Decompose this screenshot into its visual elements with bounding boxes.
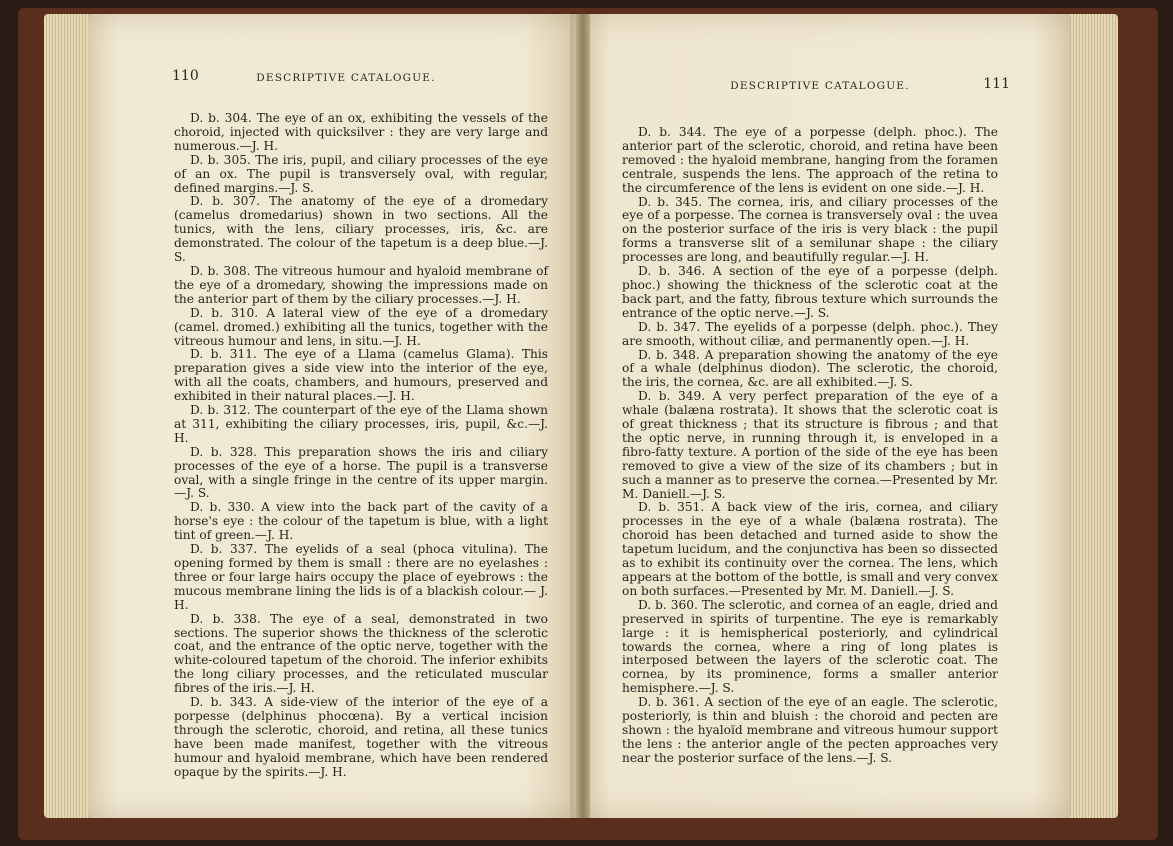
catalogue-entry: D. b. 348. A preparation showing the anatomy of the eye of a whale (delphinus diodon). The sclerotic, the choroid, the iris, the cornea, &c. are all exhibited.—J. S. [622,347,998,390]
right-page-number: 111 [983,76,1010,92]
left-page-header [88,68,584,94]
book-gutter [576,14,590,818]
left-page-edges [44,14,90,818]
catalogue-entry: D. b. 338. The eye of a seal, demonstrated in two sections. The superior shows the thickness of the sclerotic coat, and the entrance of the optic nerve, together with the white-coloured tapetum of the choroid. The inferior exhibits the long ciliary processes, and the reticulated muscular fibres of the iris.—J. H. [174,611,548,696]
catalogue-entry: D. b. 337. The eyelids of a seal (phoca vitulina). The opening formed by them is small : there are no eyelashes : three or four large hairs occupy the place of eyebrows : the mucous membrane lining the lids is of a blackish colour.— J. H. [174,542,548,612]
right-page-edges [1068,14,1118,818]
catalogue-entry: D. b. 349. A very perfect preparation of the eye of a whale (balæna rostrata). It shows that the sclerotic coat is of great thickness ; that its structure is fibrous ; and that the optic nerve, in running through it, is enveloped in a fibro-fatty texture. A portion of the side of the eye has been removed to give a view of the size of its chambers ; but in such a manner as to preserve the cornea.—Presented by Mr. M. Daniell.—J. S. [622,389,998,501]
catalogue-entry: D. b. 360. The sclerotic, and cornea of an eagle, dried and preserved in spirits of turpentine. The eye is remarkably large : it is hemispherical posteriorly, and cylindrical towards the cornea, where a ring of long plates is interposed between the layers of the sclerotic coat. The cornea, by its prominence, forms a smaller anterior hemisphere.—J. S. [622,597,998,696]
right-running-head: DESCRIPTIVE CATALOGUE. [730,80,910,92]
catalogue-entry: D. b. 308. The vitreous humour and hyaloid membrane of the eye of a dromedary, showing the impressions made on the anterior part of them by the ciliary processes.—J. H. [174,263,548,306]
right-page [570,14,1070,818]
catalogue-entry: D. b. 312. The counterpart of the eye of the Llama shown at 311, exhibiting the ciliary processes, iris, pupil, &c.—J. H. [174,403,548,445]
catalogue-entry: D. b. 307. The anatomy of the eye of a dromedary (camelus dromedarius) shown in two sections. All the tunics, with the lens, ciliary processes, iris, &c. are demonstrated. The colour of the tapetum is a deep blue.—J. S. [174,194,548,265]
right-page-header [570,76,1070,102]
catalogue-entry: D. b. 351. A back view of the iris, cornea, and ciliary processes in the eye of a whale (balæna rostrata). The choroid has been detached and turned aside to show the tapetum lucidum, and the conjunctiva has been so dissected as to exhibit its continuity over the cornea. The lens, which appears at the bottom of the bottle, is small and very convex on both surfaces.—Presented by Mr. M. Daniell.—J. S. [622,500,998,598]
catalogue-entry: D. b. 311. The eye of a Llama (camelus Glama). This preparation gives a side view into the interior of the eye, with all the coats, chambers, and humours, preserved and exhibited in their natural places.—J. H. [174,347,548,404]
left-page-text [174,112,548,780]
catalogue-entry: D. b. 347. The eyelids of a porpesse (delph. phoc.). They are smooth, without ciliæ, and permanently open.—J. H. [622,319,998,348]
catalogue-entry: D. b. 330. A view into the back part of the cavity of a horse's eye : the colour of the tapetum is blue, with a light tint of green.—J. H. [174,500,548,543]
catalogue-entry: D. b. 343. A side-view of the interior of the eye of a porpesse (delphinus phocœna). By a vertical incision through the sclerotic, choroid, and retina, all these tunics have been made manifest, together with the vitreous humour and hyaloid membrane, which have been rendered opaque by the spirits.—J. H. [174,695,548,779]
catalogue-entry: D. b. 310. A lateral view of the eye of a dromedary (camel. dromed.) exhibiting all the tunics, together with the vitreous humour and lens, in situ.—J. H. [174,305,548,348]
catalogue-entry: D. b. 328. This preparation shows the iris and ciliary processes of the eye of a horse. The pupil is a transverse oval, with a single fringe in the centre of its upper margin.—J. S. [174,444,548,501]
left-running-head: DESCRIPTIVE CATALOGUE. [256,72,436,84]
right-page-text [622,126,998,766]
catalogue-entry: D. b. 344. The eye of a porpesse (delph. phoc.). The anterior part of the sclerotic, choroid, and retina have been removed : the hyaloid membrane, hanging from the foramen centrale, suspends the lens. The approach of the retina to the circumference of the lens is evident on one side.—J. H. [622,125,998,195]
catalogue-entry: D. b. 346. A section of the eye of a porpesse (delph. phoc.) showing the thickness of the sclerotic coat at the back part, and the fatty, fibrous texture which surrounds the entrance of the optic nerve.—J. S. [622,264,998,320]
catalogue-entry: D. b. 361. A section of the eye of an eagle. The sclerotic, posteriorly, is thin and bluish : the choroid and pecten are shown : the hyaloïd membrane and vitreous humour support the lens : the anterior angle of the pecten approaches very near the posterior surface of the lens.—J. S. [622,695,998,765]
left-page-number: 110 [172,68,199,84]
left-page [88,14,584,818]
catalogue-entry: D. b. 345. The cornea, iris, and ciliary processes of the eye of a porpesse. The cornea is transversely oval : the uvea on the posterior surface of the iris is very black : the pupil forms a transverse slit of a semilunar shape : the ciliary processes are long, and beautifully regular.—J. H. [622,194,998,265]
catalogue-entry: D. b. 304. The eye of an ox, exhibiting the vessels of the choroid, injected with quicksilver : they are very large and numerous.—J. H. [174,111,548,153]
catalogue-entry: D. b. 305. The iris, pupil, and ciliary processes of the eye of an ox. The pupil is transversely oval, with regular, defined margins.—J. S. [174,152,548,195]
